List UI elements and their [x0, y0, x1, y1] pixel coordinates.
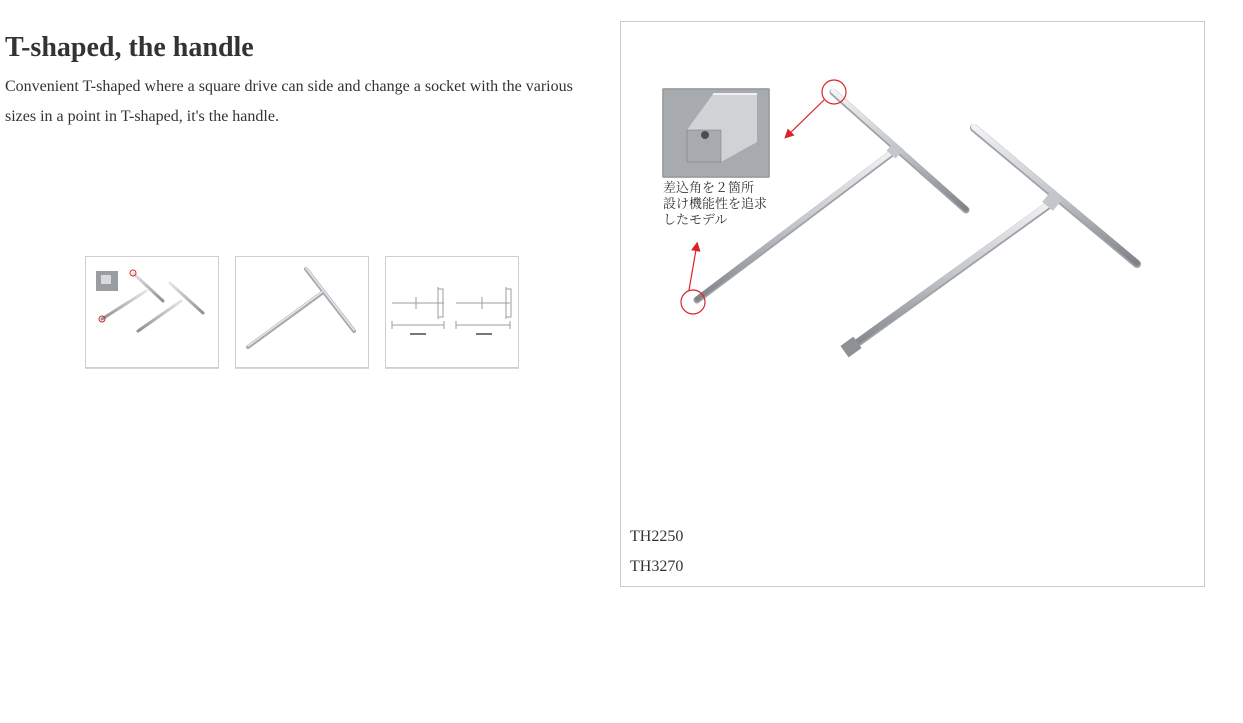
dimension-diagram-image — [386, 257, 518, 367]
product-description: Convenient T-shaped where a square drive can side and change a socket with the various sizes in a point in T-shaped, it's the handle. — [5, 78, 573, 125]
main-product-image — [621, 22, 1204, 522]
callout-line-1: 差込角を２箇所 — [663, 181, 755, 196]
model-number: TH2250 — [630, 528, 684, 545]
thumbnail-3[interactable] — [385, 256, 519, 368]
thumbnail-2[interactable] — [235, 256, 369, 368]
t-handle-single-image — [236, 257, 368, 367]
product-title: T-shaped, the handle — [5, 32, 254, 63]
t-handle-thumbnail-image — [86, 257, 218, 367]
thumbnail-1[interactable] — [85, 256, 219, 368]
callout-line-3: したモデル — [663, 213, 728, 228]
product-info — [5, 28, 595, 132]
model-number: TH3270 — [630, 558, 684, 575]
main-image-panel — [620, 21, 1205, 587]
thumbnail-strip — [85, 256, 519, 368]
model-list — [630, 522, 683, 582]
callout-line-2: 設け機能性を追求 — [663, 197, 768, 212]
